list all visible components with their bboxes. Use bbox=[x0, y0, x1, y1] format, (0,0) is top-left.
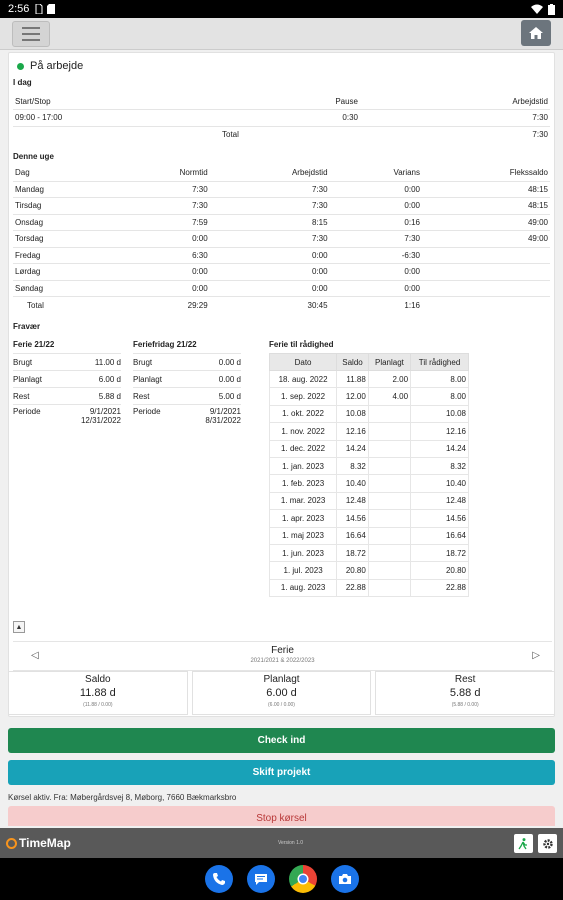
col-arbejdstid: Arbejdstid bbox=[512, 96, 548, 106]
ferie-nav-title: Ferie bbox=[271, 645, 294, 656]
chrome-icon bbox=[296, 872, 310, 886]
main-content bbox=[8, 52, 555, 826]
clock: 2:56 bbox=[8, 3, 30, 15]
week-total-row: Total 29:29 30:45 1:16 bbox=[13, 297, 550, 314]
col-start-stop: Start/Stop bbox=[15, 96, 51, 106]
table-row: 1. aug. 2023 22.88 22.88 bbox=[270, 579, 469, 596]
table-row: Mandag 7:30 7:30 0:00 48:15 bbox=[13, 181, 550, 198]
home-icon bbox=[529, 27, 543, 39]
ferie-navigator bbox=[13, 641, 552, 671]
stat-planlagt: Planlagt 6.00 d (6.00 / 0.00) bbox=[192, 671, 372, 715]
table-row: Fredag 6:30 0:00 -6:30 bbox=[13, 247, 550, 264]
chevron-up-icon: ▲ bbox=[15, 623, 23, 631]
home-button[interactable] bbox=[521, 20, 551, 46]
table-row: 1. feb. 2023 10.40 10.40 bbox=[270, 475, 469, 492]
table-row: 1. jan. 2023 8.32 8.32 bbox=[270, 457, 469, 474]
menu-button[interactable] bbox=[12, 21, 50, 47]
activity-button[interactable] bbox=[514, 834, 533, 853]
check-in-button[interactable]: Check ind bbox=[8, 728, 555, 753]
col-pause: Pause bbox=[335, 96, 358, 106]
phone-app[interactable] bbox=[205, 865, 233, 893]
table-row: 1. dec. 2022 14.24 14.24 bbox=[270, 440, 469, 457]
prev-arrow-icon[interactable]: ◁ bbox=[31, 650, 39, 661]
android-status-bar bbox=[0, 0, 563, 18]
ferie-box: Ferie 21/22 Brugt 11.00 d Planlagt 6.00 d Rest 5.88 d Periode 9/1/2021 12/31/2022 bbox=[13, 337, 121, 597]
camera-app[interactable] bbox=[331, 865, 359, 893]
status-dot-icon bbox=[17, 63, 24, 70]
today-title: I dag bbox=[13, 78, 32, 87]
switch-project-button[interactable]: Skift projekt bbox=[8, 760, 555, 785]
table-row: 1. jul. 2023 20.80 20.80 bbox=[270, 562, 469, 579]
stop-driving-button[interactable]: Stop kørsel bbox=[8, 806, 555, 826]
running-person-icon bbox=[518, 838, 529, 850]
android-dock bbox=[0, 858, 563, 900]
stat-saldo: Saldo 11.88 d (11.88 / 0.00) bbox=[8, 671, 188, 715]
table-row: Tirsdag 7:30 7:30 0:00 48:15 bbox=[13, 198, 550, 215]
table-row: 1. sep. 2022 12.00 4.00 8.00 bbox=[270, 388, 469, 405]
menu-icon bbox=[22, 27, 40, 29]
table-row: 1. nov. 2022 12.16 12.16 bbox=[270, 423, 469, 440]
ferie-nav-period: 2021/2021 & 2022/2023 bbox=[250, 658, 315, 664]
chrome-app[interactable] bbox=[289, 865, 317, 893]
status-label: På arbejde bbox=[30, 60, 84, 72]
sim-icon bbox=[35, 4, 43, 14]
today-table bbox=[13, 93, 550, 143]
stat-rest: Rest 5.88 d (5.88 / 0.00) bbox=[375, 671, 555, 715]
today-total-row: Total 7:30 bbox=[13, 126, 550, 143]
week-title: Denne uge bbox=[13, 151, 54, 161]
table-row: Onsdag 7:59 8:15 0:16 49:00 bbox=[13, 214, 550, 231]
collapse-button[interactable] bbox=[13, 621, 25, 633]
table-row: 1. mar. 2023 12.48 12.48 bbox=[270, 492, 469, 509]
table-row: 18. aug. 2022 11.88 2.00 8.00 bbox=[270, 371, 469, 388]
camera-icon bbox=[338, 873, 352, 885]
table-row: 09:00 - 17:00 0:30 7:30 bbox=[13, 110, 550, 127]
fravaer-section bbox=[13, 337, 550, 597]
ferie-stats bbox=[8, 671, 555, 715]
table-row: 1. okt. 2022 10.08 10.08 bbox=[270, 405, 469, 422]
phone-icon bbox=[212, 872, 226, 886]
sd-card-icon bbox=[47, 4, 55, 14]
table-row: Søndag 0:00 0:00 0:00 bbox=[13, 280, 550, 297]
driving-status-text: Kørsel aktiv. Fra: Møbergårdsvej 8, Møborg, 7660 Bækmarksbro bbox=[8, 793, 237, 802]
feriefridag-box: Feriefridag 21/22 Brugt 0.00 d Planlagt 0.00 d Rest 5.00 d Periode 9/1/2021 8/31/2022 bbox=[133, 337, 241, 597]
settings-button[interactable] bbox=[538, 834, 557, 853]
table-row: Torsdag 0:00 7:30 7:30 49:00 bbox=[13, 231, 550, 248]
week-table: Dag Normtid Arbejdstid Varians Flekssaldo Mandag 7:30 7:30 0:00 48:15 Tirsdag 7:30 7:30 0:00 48:15 Onsdag 7:59 8:15 0:16 49:00 Torsdag 0:00 7:30 7:30 49:00 Fredag 6:30 0:00 -6:30 Lørdag 0:00 0:00 0:00 Søndag 0:00 0:00 0:00 Total 29:29 30:45 1:16 bbox=[13, 165, 550, 314]
app-footer bbox=[0, 828, 563, 858]
table-row: Lørdag 0:00 0:00 0:00 bbox=[13, 264, 550, 281]
work-status bbox=[17, 59, 550, 73]
table-row: 1. apr. 2023 14.56 14.56 bbox=[270, 510, 469, 527]
gear-icon bbox=[542, 838, 554, 850]
version-text: Version 1.0 bbox=[278, 840, 304, 846]
wifi-icon bbox=[531, 4, 543, 14]
ferie-availability: Ferie til rådighed Dato Saldo Planlagt Til rådighed 18. aug. 2022 11.88 2.00 8.00 1. sep. 2022 12.00 4.00 8.00 1. okt. 2022 10.08 10.08 1. nov. 2022 12.16 12.16 1. dec. 2022 14.24 14.24 1. jan. 2023 8.32 8.32 1. feb. 2023 10.40 10.40 1. mar. 2023 12.48 12.48 1. apr. 2023 14.56 14.56 1. maj 2023 16.64 16.64 1. jun. 2023 18.72 18.72 1. jul. 2023 20.80 20.80 1. aug. 2023 22.88 22.88 bbox=[269, 337, 469, 597]
table-row: 1. jun. 2023 18.72 18.72 bbox=[270, 544, 469, 561]
app-header bbox=[0, 18, 563, 50]
table-row: 1. maj 2023 16.64 16.64 bbox=[270, 527, 469, 544]
availability-table: Dato Saldo Planlagt Til rådighed 18. aug. 2022 11.88 2.00 8.00 1. sep. 2022 12.00 4.00 8.00 1. okt. 2022 10.08 10.08 1. nov. 2022 12.16 12.16 1. dec. 2022 14.24 14.24 1. jan. 2023 8.32 8.32 1. feb. 2023 10.40 10.40 1. mar. 2023 12.48 12.48 1. apr. 2023 14.56 14.56 1. maj 2023 16.64 16.64 1. jun. 2023 18.72 18.72 1. jul. 2023 20.80 20.80 1. aug. 2023 22.88 22.88 bbox=[269, 353, 469, 597]
message-icon bbox=[254, 872, 268, 886]
fravaer-title: Fravær bbox=[13, 322, 41, 331]
timemap-logo: TimeMap bbox=[6, 836, 71, 850]
messages-app[interactable] bbox=[247, 865, 275, 893]
timesheet-card bbox=[8, 52, 555, 717]
next-arrow-icon[interactable]: ▷ bbox=[532, 650, 540, 661]
battery-icon bbox=[548, 4, 555, 15]
